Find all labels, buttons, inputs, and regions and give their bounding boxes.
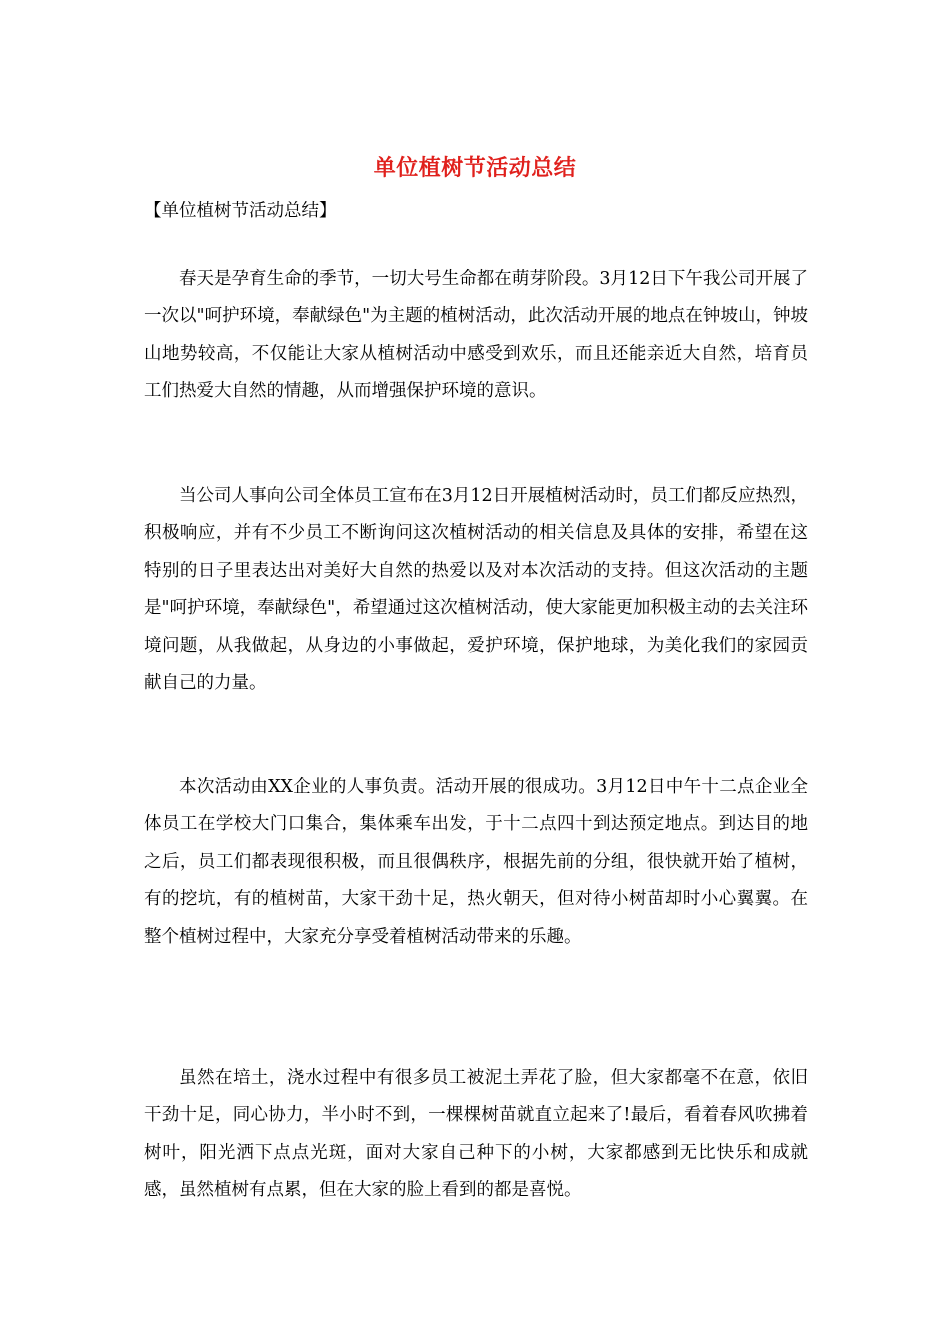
paragraph-3: 本次活动由XX企业的人事负责。活动开展的很成功。3月12日中午十二点企业全体员工在学校大门口集合，集体乘车出发，于十二点四十到达预定地点。到达目的地之后，员工们都表现很积极，而且很偶秩序，根据先前的分组，很快就开始了植树，有的挖坑，有的植树苗，大家干劲十足，热火朝天，但对待小树苗却时小心翼翼。在整个植树过程中，大家充分享受着植树活动带来的乐趣。 [144, 777, 808, 947]
paragraph-1: 春天是孕育生命的季节，一切大号生命都在萌芽阶段。3月12日下午我公司开展了一次以"呵护环境，奉献绿色"为主题的植树活动，此次活动开展的地点在钟坡山，钟坡山地势较高，不仅能让大家从植树活动中感受到欢乐，而且还能亲近大自然，培育员工们热爱大自然的情趣，从而增强保护环境的意识。 [144, 269, 808, 402]
paragraph-4: 虽然在培土，浇水过程中有很多员工被泥土弄花了脸，但大家都毫不在意，依旧干劲十足，同心协力，半小时不到，一棵棵树苗就直立起来了!最后，看着春风吹拂着树叶，阳光洒下点点光斑，面对大家自己种下的小树，大家都感到无比快乐和成就感，虽然植树有点累，但在大家的脸上看到的都是喜悦。 [144, 1068, 808, 1201]
paragraph-2: 当公司人事向公司全体员工宣布在3月12日开展植树活动时，员工们都反应热烈，积极响应，并有不少员工不断询问这次植树活动的相关信息及具体的安排，希望在这特别的日子里表达出对美好大自然的热爱以及对本次活动的支持。但这次活动的主题是"呵护环境，奉献绿色"，希望通过这次植树活动，使大家能更加积极主动的去关注环境问题，从我做起，从身边的小事做起，爱护环境，保护地球，为美化我们的家园贡献自己的力量。 [144, 486, 808, 694]
document-title: 单位植树节活动总结 [373, 155, 577, 181]
document-subtitle: 【单位植树节活动总结】 [144, 201, 337, 221]
